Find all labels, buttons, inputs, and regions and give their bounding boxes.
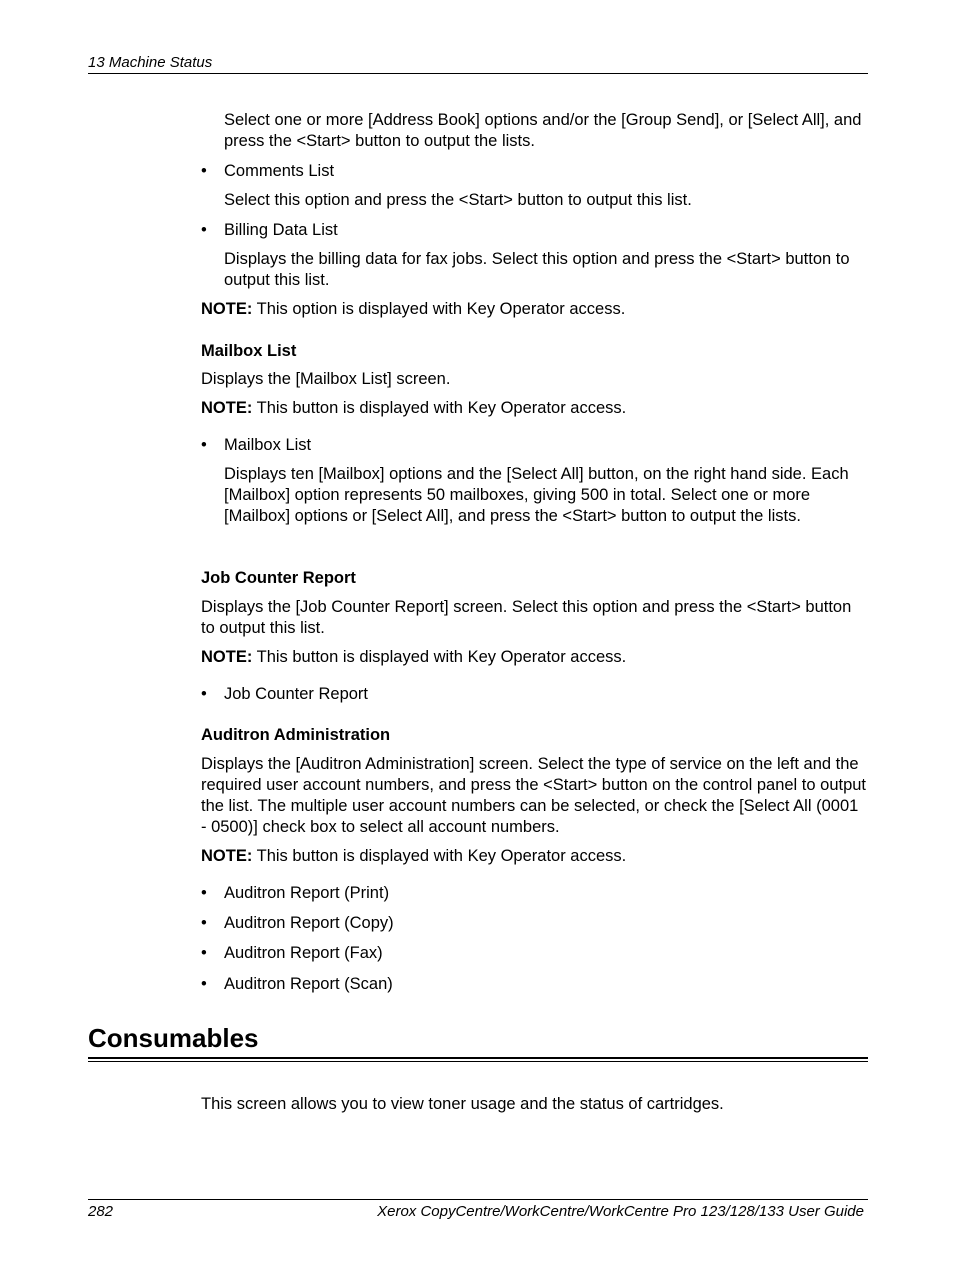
header-rule (88, 73, 868, 74)
note-label: NOTE: (201, 300, 253, 318)
footer-rule (88, 1199, 868, 1200)
list-item-mailbox (201, 435, 868, 456)
bullet-marker: • (201, 436, 207, 454)
list-item-comments (201, 161, 868, 182)
running-header: 13 Machine Status (88, 54, 213, 71)
auditron-paragraph: Displays the [Auditron Administration] screen. Select the type of service on the left and the required user account numbers, and press the <Start> button on the control panel to output the list. The multiple user account numbers can be selected, or check the [Select All (0001 - 0500)] check box to select all account numbers. (201, 755, 867, 836)
mailbox-heading: Mailbox List (201, 342, 297, 360)
note-text: This option is displayed with Key Operator access. (252, 300, 626, 318)
list-item-job-counter (201, 684, 868, 705)
bullet-label: Comments List (224, 162, 335, 180)
bullet-label: Auditron Report (Fax) (224, 944, 383, 962)
job-counter-note (201, 647, 868, 668)
note-label: NOTE: (201, 847, 253, 865)
bullet-marker: • (201, 685, 207, 703)
mailbox-note (201, 398, 868, 419)
bullet-marker: • (201, 914, 207, 932)
consumables-paragraph: This screen allows you to view toner usage and the status of cartridges. (201, 1095, 724, 1113)
job-counter-heading: Job Counter Report (201, 569, 356, 587)
note-text: This button is displayed with Key Operator access. (252, 399, 627, 417)
job-counter-paragraph: Displays the [Job Counter Report] screen. Select this option and press the <Start> button to output this list. (201, 598, 852, 637)
list-item-billing (201, 220, 868, 241)
section-title: Consumables (88, 1023, 259, 1053)
bullet-marker: • (201, 884, 207, 902)
note-label: NOTE: (201, 399, 253, 417)
note-text: This button is displayed with Key Operator access. (252, 847, 627, 865)
bullet-marker: • (201, 162, 207, 180)
bullet-label: Job Counter Report (224, 685, 368, 703)
note-text: This button is displayed with Key Operator access. (252, 648, 627, 666)
section-rule-thin (88, 1061, 868, 1062)
comments-paragraph: Select this option and press the <Start> button to output this list. (224, 191, 692, 209)
list-item-auditron-scan (201, 974, 868, 995)
bullet-marker: • (201, 975, 207, 993)
bullet-label: Auditron Report (Scan) (224, 975, 393, 993)
bullet-marker: • (201, 944, 207, 962)
auditron-note (201, 846, 868, 867)
auditron-heading: Auditron Administration (201, 726, 391, 744)
bullet-label: Auditron Report (Print) (224, 884, 390, 902)
page-number: 282 (88, 1203, 114, 1220)
mailbox-bullet-paragraph: Displays ten [Mailbox] options and the [Select All] button, on the right hand side. Each [Mailbox] option represents 50 mailboxes, giving 500 in total. Select one or more [Mailbox] options or [Select All], and press the <Start> button to output the lists. (224, 465, 849, 525)
note-label: NOTE: (201, 648, 253, 666)
mailbox-paragraph: Displays the [Mailbox List] screen. (201, 370, 451, 388)
list-item-auditron-print (201, 883, 868, 904)
billing-paragraph: Displays the billing data for fax jobs. Select this option and press the <Start> button to output this list. (224, 250, 850, 289)
bullet-label: Mailbox List (224, 436, 312, 454)
address-book-paragraph: Select one or more [Address Book] options and/or the [Group Send], or [Select All], and press the <Start> button to output the lists. (224, 111, 862, 150)
note-paragraph (201, 299, 868, 320)
guide-title: Xerox CopyCentre/WorkCentre/WorkCentre Pro 123/128/133 User Guide (377, 1203, 864, 1220)
bullet-label: Auditron Report (Copy) (224, 914, 394, 932)
section-rule (88, 1057, 868, 1059)
list-item-auditron-fax (201, 943, 868, 964)
bullet-label: Billing Data List (224, 221, 338, 239)
list-item-auditron-copy (201, 913, 868, 934)
bullet-marker: • (201, 221, 207, 239)
